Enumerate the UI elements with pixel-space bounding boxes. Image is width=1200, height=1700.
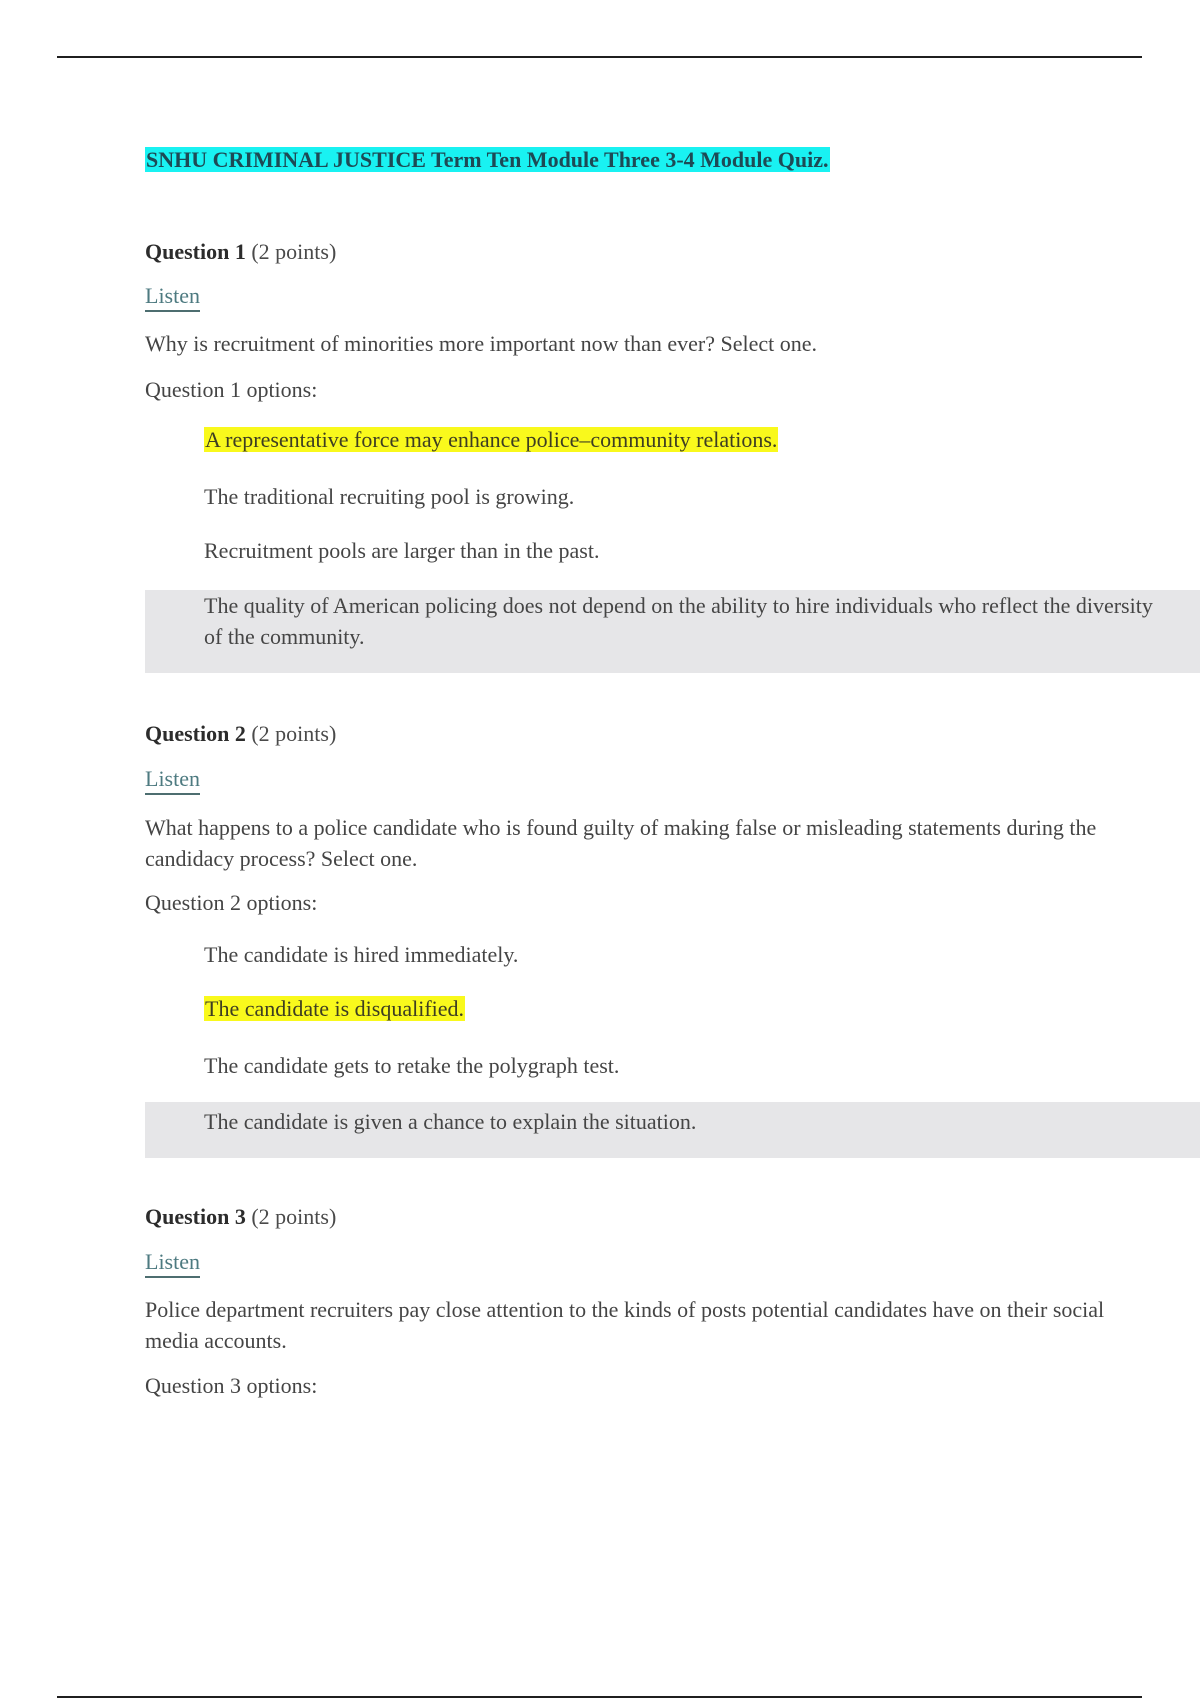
question-2-option-4[interactable]	[145, 1102, 1200, 1158]
question-1-option-1-text: A representative force may enhance police–community relations.	[205, 427, 778, 452]
question-2-option-1[interactable]	[204, 941, 518, 969]
question-1-heading	[145, 238, 336, 266]
question-2-prompt: What happens to a police candidate who is found guilty of making false or misleading statements during the candidacy process? Select one.	[145, 815, 1097, 871]
question-3-points: (2 points)	[251, 1204, 337, 1229]
top-divider	[57, 56, 1142, 58]
question-3-options-label: Question 3 options:	[145, 1373, 318, 1398]
question-1-options-label: Question 1 options:	[145, 377, 318, 402]
page-title	[145, 146, 830, 174]
question-2-option-3-text: The candidate gets to retake the polygraph test.	[204, 1053, 620, 1078]
page-title-text: SNHU CRIMINAL JUSTICE Term Ten Module Three 3-4 Module Quiz.	[146, 147, 829, 172]
question-3-listen-link[interactable]: Listen	[145, 1248, 200, 1278]
question-2-option-1-text: The candidate is hired immediately.	[204, 942, 519, 967]
question-1-option-4-text: The quality of American policing does not depend on the ability to hire individuals who reflect the diversity of the community.	[204, 593, 1153, 649]
question-1-option-3-text: Recruitment pools are larger than in the past.	[204, 538, 600, 563]
question-2-option-2-text: The candidate is disqualified.	[205, 996, 465, 1021]
question-1-number: Question 1	[145, 239, 246, 264]
question-2-option-2[interactable]	[204, 995, 465, 1023]
question-2-number: Question 2	[145, 721, 246, 746]
question-1-option-1[interactable]	[204, 426, 778, 454]
question-1-option-2[interactable]	[204, 483, 574, 511]
question-2-points: (2 points)	[251, 721, 337, 746]
question-2-option-3[interactable]	[204, 1052, 619, 1080]
question-2-heading	[145, 720, 336, 748]
question-1-listen-link[interactable]: Listen	[145, 282, 200, 312]
question-3-heading	[145, 1203, 336, 1231]
question-3-number: Question 3	[145, 1204, 246, 1229]
question-1-points: (2 points)	[251, 239, 337, 264]
question-1-option-2-text: The traditional recruiting pool is growing.	[204, 484, 575, 509]
question-2-option-4-text: The candidate is given a chance to explain the situation.	[204, 1109, 697, 1134]
question-1-prompt: Why is recruitment of minorities more important now than ever? Select one.	[145, 331, 818, 356]
bottom-divider	[57, 1696, 1142, 1698]
question-2-options-label: Question 2 options:	[145, 890, 318, 915]
question-2-listen-link[interactable]: Listen	[145, 765, 200, 795]
question-1-option-3[interactable]	[204, 537, 599, 565]
question-3-prompt: Police department recruiters pay close attention to the kinds of posts potential candidates have on their social media accounts.	[145, 1297, 1105, 1353]
question-1-option-4[interactable]	[145, 590, 1200, 673]
